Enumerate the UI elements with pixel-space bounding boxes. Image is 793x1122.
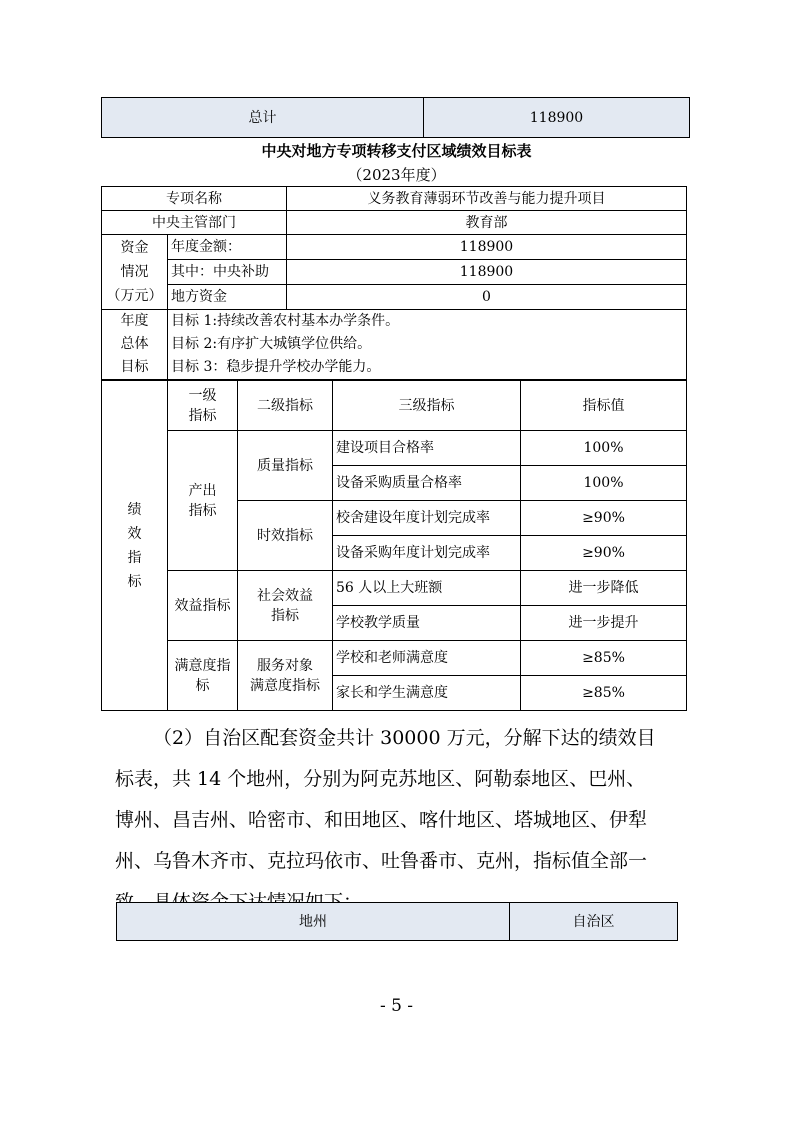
goal-3: 目标 3：稳步提升学校办学能力。 (171, 359, 381, 375)
row-value: 进一步提升 (521, 606, 687, 641)
benefit-indicator: 效益指标 (168, 571, 238, 641)
project-value: 义务教育薄弱环节改善与能力提升项目 (287, 187, 687, 211)
row-value: ≥85% (521, 641, 687, 676)
quality-indicator: 质量指标 (238, 431, 333, 501)
perf-side-char-4: 标 (127, 573, 142, 590)
dept-value: 教育部 (287, 211, 687, 235)
info-table (101, 186, 687, 380)
page-number: - 5 - (379, 996, 414, 1016)
central-value: 118900 (287, 260, 687, 285)
perf-side-label (102, 381, 168, 711)
total-table (101, 97, 690, 138)
goal-label-line1: 年度 (120, 313, 149, 329)
satisfaction-indicator (168, 641, 238, 711)
head-level2: 二级指标 (238, 381, 333, 431)
perf-side-char-1: 绩 (127, 501, 142, 518)
local-value: 0 (287, 285, 687, 310)
row-value: 进一步降低 (521, 571, 687, 606)
head-level1-line2: 指标 (188, 407, 217, 424)
row-value: 100% (521, 431, 687, 466)
goal-label-line3: 目标 (120, 359, 149, 375)
project-label: 专项名称 (102, 187, 287, 211)
output-indicator (168, 431, 238, 571)
timeliness-indicator: 时效指标 (238, 501, 333, 571)
col-autonomous: 自治区 (510, 903, 678, 941)
row-value: ≥90% (521, 501, 687, 536)
col-region: 地州 (117, 903, 510, 941)
service-line1: 服务对象 (257, 657, 313, 674)
row-name: 校舍建设年度计划完成率 (333, 501, 521, 536)
goals-cell (168, 310, 687, 380)
performance-table (101, 380, 687, 711)
output-line1: 产出 (188, 482, 217, 499)
annual-value: 118900 (287, 235, 687, 260)
service-line2: 满意度指标 (250, 677, 320, 694)
row-name: 设备采购质量合格率 (333, 466, 521, 501)
head-level3: 三级指标 (333, 381, 521, 431)
perf-side-char-2: 效 (127, 525, 142, 542)
funds-label-line1: 资金 (120, 240, 149, 256)
funds-label-line3: （万元） (106, 288, 163, 304)
perf-side-char-3: 指 (127, 549, 142, 566)
paragraph-line-2: 标表，共 14 个地州，分别为阿克苏地区、阿勒泰地区、巴州、 (115, 768, 646, 790)
funds-label-line2: 情况 (120, 264, 149, 280)
head-level1-line1: 一级 (188, 387, 217, 404)
central-label: 其中：中央补助 (168, 260, 287, 285)
total-label: 总计 (102, 98, 424, 138)
head-value: 指标值 (521, 381, 687, 431)
dept-label: 中央主管部门 (102, 211, 287, 235)
total-value: 118900 (424, 98, 690, 138)
satisfaction-line2: 标 (195, 677, 210, 694)
table-year: （2023年度） (347, 166, 446, 184)
goal-1: 目标 1:持续改善农村基本办学条件。 (171, 313, 400, 329)
service-satisfaction-indicator (238, 641, 333, 711)
row-value: ≥85% (521, 676, 687, 711)
row-value: ≥90% (521, 536, 687, 571)
row-name: 家长和学生满意度 (333, 676, 521, 711)
row-name: 学校教学质量 (333, 606, 521, 641)
local-label: 地方资金 (168, 285, 287, 310)
table-title: 中央对地方专项转移支付区域绩效目标表 (261, 142, 532, 160)
paragraph-line-1: （2）自治区配套资金共计 30000 万元，分解下达的绩效目 (153, 727, 656, 749)
social-line2: 指标 (271, 607, 299, 624)
funds-label (102, 235, 168, 310)
row-name: 设备采购年度计划完成率 (333, 536, 521, 571)
row-name: 学校和老师满意度 (333, 641, 521, 676)
paragraph-line-3: 博州、昌吉州、哈密市、和田地区、喀什地区、塔城地区、伊犁 (115, 809, 648, 831)
social-line1: 社会效益 (257, 587, 313, 604)
social-benefit-indicator (238, 571, 333, 641)
output-line2: 指标 (188, 502, 217, 519)
goal-label (102, 310, 168, 380)
goal-2: 目标 2:有序扩大城镇学位供给。 (171, 336, 372, 352)
row-name: 建设项目合格率 (333, 431, 521, 466)
paragraph (115, 718, 690, 923)
paragraph-line-4: 州、乌鲁木齐市、克拉玛依市、吐鲁番市、克州，指标值全部一 (115, 850, 648, 872)
satisfaction-line1: 满意度指 (174, 657, 231, 674)
annual-label: 年度金额： (168, 235, 287, 260)
row-name: 56 人以上大班额 (333, 571, 521, 606)
goal-label-line2: 总体 (120, 336, 149, 352)
head-level1 (168, 381, 238, 431)
row-value: 100% (521, 466, 687, 501)
allocation-table (116, 902, 678, 941)
